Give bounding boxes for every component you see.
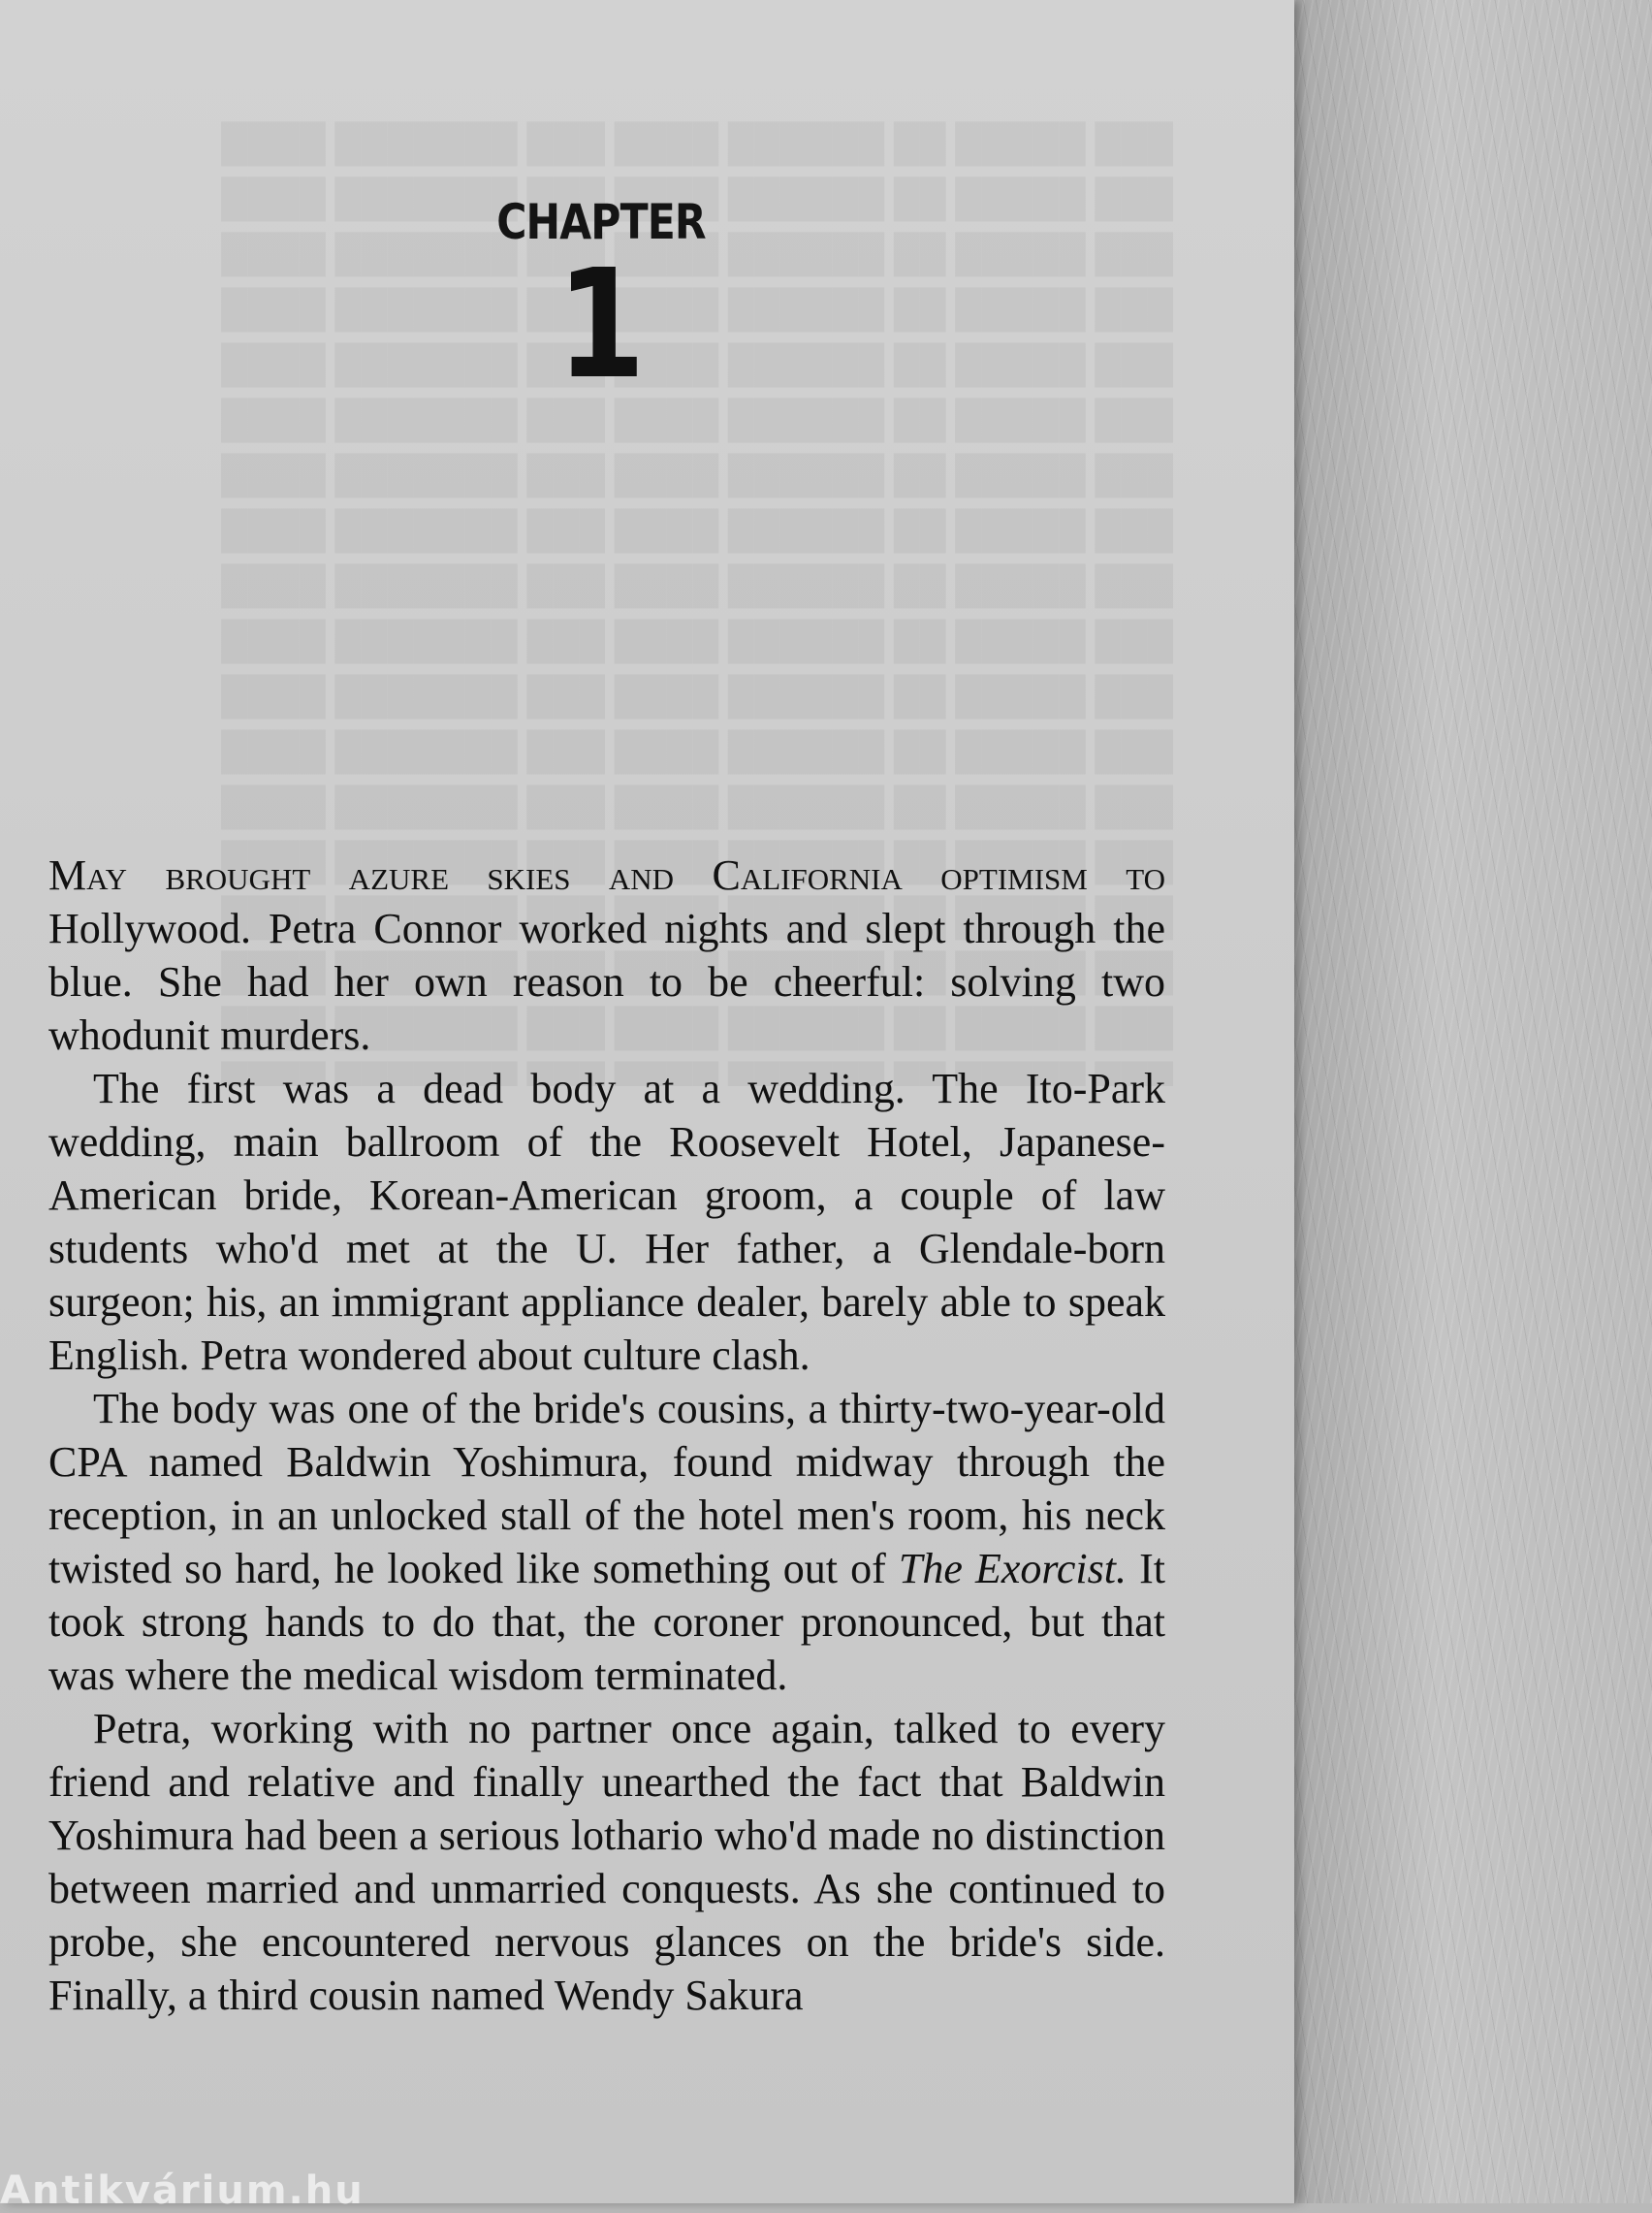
paragraph-text: The first was a dead body at a wedding. The Ito-Park wedding, main ballroom of the Roosevelt Hotel, Japanese-American bride, Korean-American groom, a couple of law students who'd met at the U. Her father, a Glendale-born surgeon; his, an immigrant appliance dealer, barely able to speak English. Petra wondered about culture clash. xyxy=(48,1065,1165,1379)
paragraph-2 xyxy=(48,1062,1165,1382)
chapter-label: CHAPTER xyxy=(496,194,706,250)
paragraph-3 xyxy=(48,1382,1165,1702)
chapter-number: 1 xyxy=(556,237,646,412)
show-through-line xyxy=(58,448,1173,503)
small-caps-lead-in: May brought azure skies and California optimism to xyxy=(48,851,1165,899)
show-through-line xyxy=(58,614,1173,669)
show-through-line xyxy=(58,503,1173,559)
show-through-line xyxy=(58,780,1173,835)
show-through-line xyxy=(58,669,1173,724)
paragraph-text: The body was one of the bride's cousins, a thirty-two-year-old CPA named Baldwin Yoshimura, found midway through the reception, in an unlocked stall of the hotel men's room, his neck twisted so hard, he looked like something out of xyxy=(48,1385,1165,1592)
paragraph-1 xyxy=(48,849,1165,1062)
show-through-line xyxy=(58,116,1173,172)
show-through-line xyxy=(58,559,1173,614)
watermark: Antikvárium.hu xyxy=(0,2168,365,2213)
show-through-line xyxy=(58,724,1173,780)
chapter-body xyxy=(48,849,1165,2022)
paragraph-text: Petra, working with no partner once again, talked to every friend and relative and finally unearthed the fact that Baldwin Yoshimura had been a serious lothario who'd made no distinction between married and unmarried conquests. As she continued to probe, she encountered nervous glances on the bride's side. Finally, a third cousin named Wendy Sakura xyxy=(48,1705,1165,2019)
table-surface xyxy=(1294,0,1652,2203)
paragraph-text: Hollywood. Petra Connor worked nights and slept through the blue. She had her own reason to be cheerful: solving two whodunit murders. xyxy=(48,905,1165,1059)
italic-title: The Exorcist. xyxy=(898,1545,1128,1592)
paragraph-4 xyxy=(48,1702,1165,2022)
paragraph-text: It took strong hands to do that, the coroner pronounced, but that was where the medical wisdom terminated. xyxy=(48,1545,1166,1699)
